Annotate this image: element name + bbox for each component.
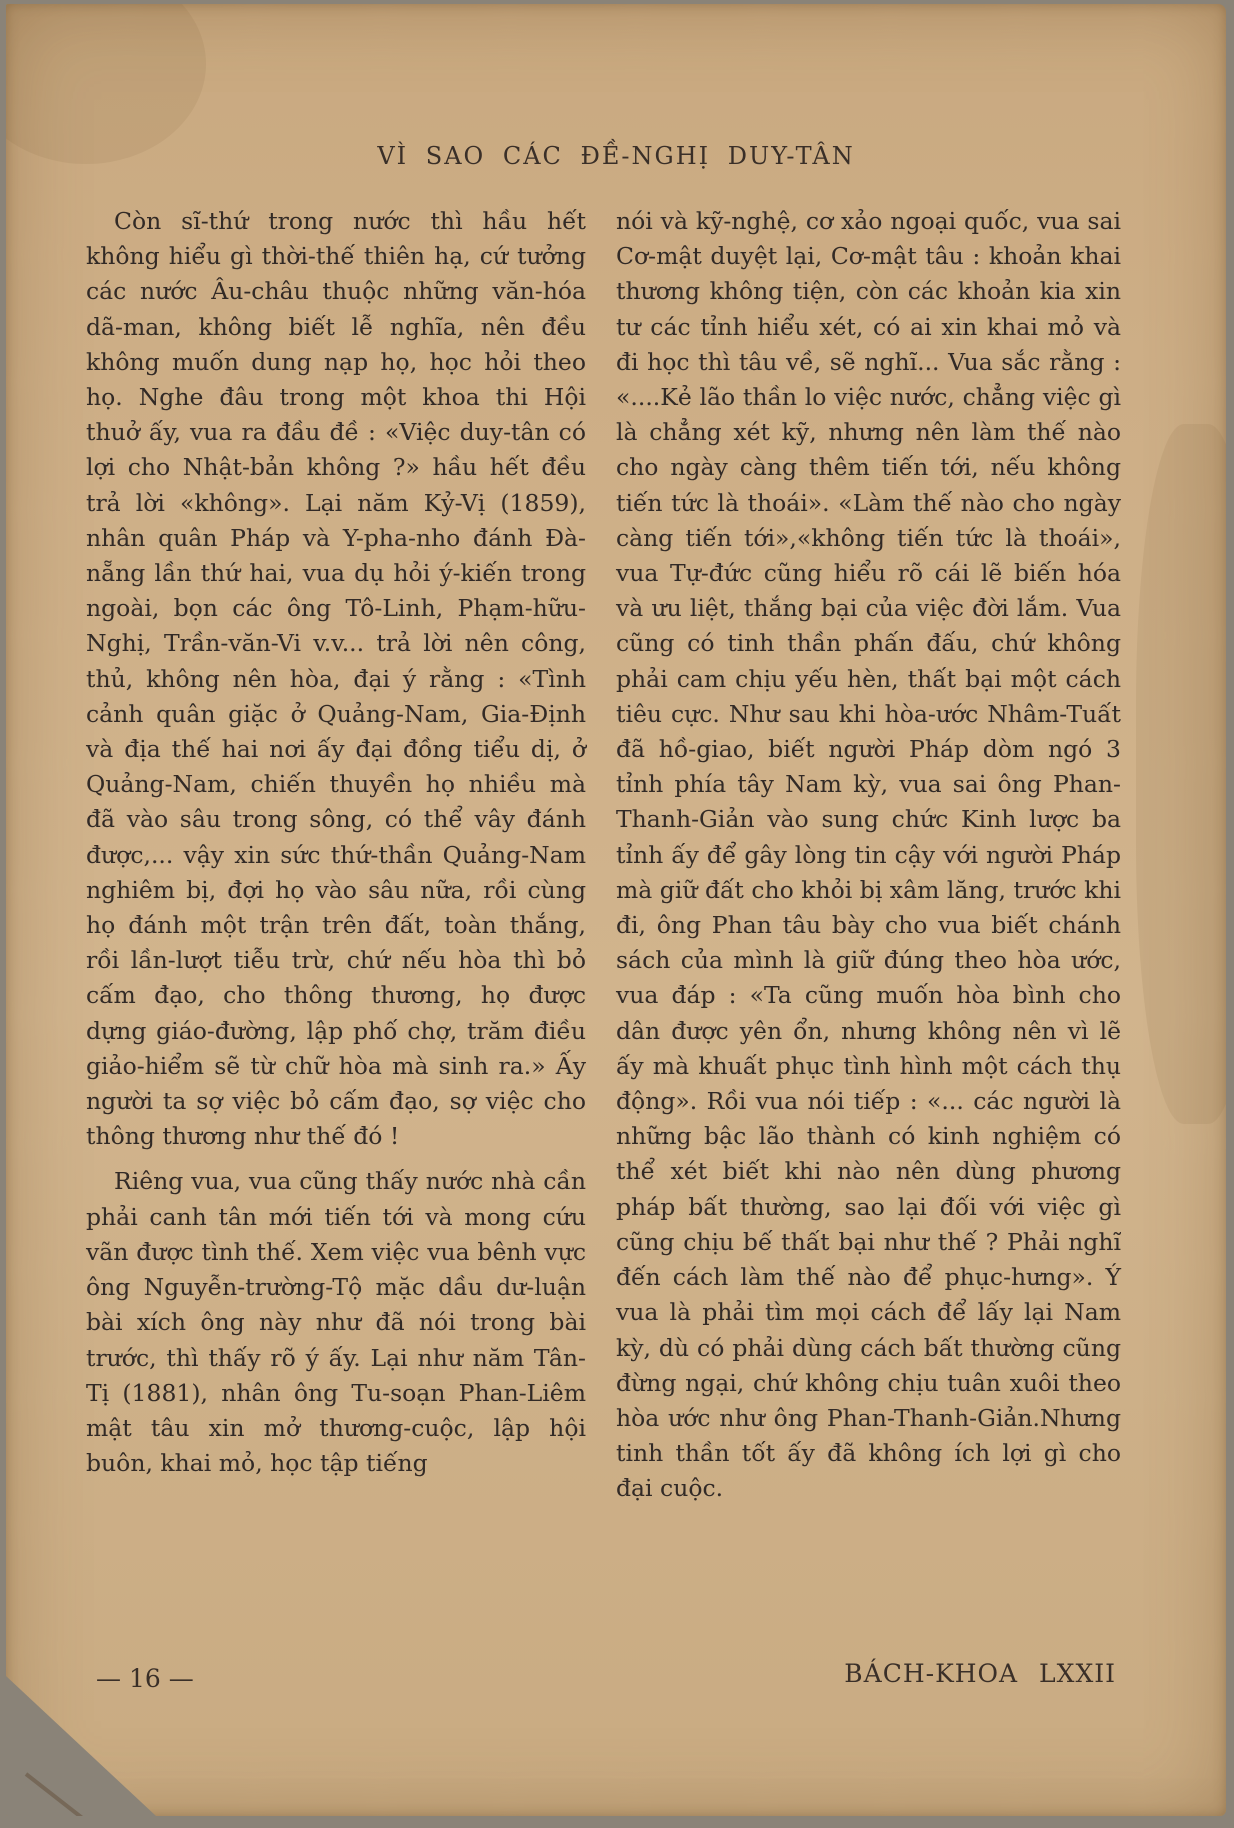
right-column (616, 204, 1121, 1507)
document-page (6, 4, 1226, 1816)
left-column (86, 204, 586, 1481)
publication-name: BÁCH-KHOA LXXII (844, 1659, 1116, 1688)
paragraph: Còn sĩ-thứ trong nước thì hầu hết không hiểu gì thời-thế thiên hạ, cứ tưởng các nước Âu-châu thuộc những văn-hóa dã-man, không biết lễ nghĩa, nên đều không muốn dung nạp họ, học hỏi theo họ. Nghe đâu trong một khoa thi Hội thuở ấy, vua ra đầu đề : «Việc duy-tân có lợi cho Nhật-bản không ?» hầu hết đều trả lời «không». Lại năm Kỷ-Vị (1859), nhân quân Pháp và Y-pha-nho đánh Đà-nẵng lần thứ hai, vua dụ hỏi ý-kiến trong ngoài, bọn các ông Tô-Linh, Phạm-hữu-Nghị, Trần-văn-Vi v.v... trả lời nên công, thủ, không nên hòa, đại ý rằng : «Tình cảnh quân giặc ở Quảng-Nam, Gia-Định và địa thế hai nơi ấy đại đồng tiểu dị, ở Quảng-Nam, chiến thuyền họ nhiều mà đã vào sâu trong sông, có thể vây đánh được,... vậy xin sức thứ-thần Quảng-Nam nghiêm bị, đợi họ vào sâu nữa, rồi cùng họ đánh một trận trên đất, toàn thắng, rồi lần-lượt tiễu trừ, chứ nếu hòa thì bỏ cấm đạo, cho thông thương, họ được dựng giáo-đường, lập phố chợ, trăm điều giảo-hiểm sẽ từ chữ hòa mà sinh ra.» Ấy người ta sợ việc bỏ cấm đạo, sợ việc cho thông thương như thế đó ! (86, 207, 586, 1151)
running-title: VÌ SAO CÁC ĐỀ-NGHỊ DUY-TÂN (377, 142, 855, 170)
paper-stain (6, 4, 206, 164)
paragraph: nói và kỹ-nghệ, cơ xảo ngoại quốc, vua sai Cơ-mật duyệt lại, Cơ-mật tâu : khoản khai thương không tiện, còn các khoản kia xin tư các tỉnh hiểu xét, có ai xin khai mỏ và đi học thì tâu về, sẽ nghĩ... Vua sắc rằng : «....Kẻ lão thần lo việc nước, chẳng việc gì là chẳng xét kỹ, nhưng nên làm thế nào cho ngày càng thêm tiến tới, nếu không tiến tức là thoái». «Làm thế nào cho ngày càng tiến tới»,«không tiến tức là thoái», vua Tự-đức cũng hiểu rõ cái lẽ biến hóa và ưu liệt, thắng bại của việc đời lắm. Vua cũng có tinh thần phấn đấu, chứ không phải cam chịu yếu hèn, thất bại một cách tiêu cực. Như sau khi hòa-ước Nhâm-Tuất đã hồ-giao, biết người Pháp dòm ngó 3 tỉnh phía tây Nam kỳ, vua sai ông Phan-Thanh-Giản vào sung chức Kinh lược ba tỉnh ấy để gây lòng tin cậy với người Pháp mà giữ đất cho khỏi bị xâm lăng, trước khi đi, ông Phan tâu bày cho vua biết chánh sách của mình là giữ đúng theo hòa ước, vua đáp : «Ta cũng muốn hòa bình cho dân được yên ổn, nhưng không nên vì lẽ ấy mà khuất phục tình hình một cách thụ động». Rồi vua nói tiếp : «... các người là những bậc lão thành có kinh nghiệm có thể xét biết khi nào nên dùng phương pháp bất thường, sao lại đối với việc gì cũng chịu bế thất bại như thế ? Phải nghĩ đến cách làm thế nào để phục-hưng». Ý vua là phải tìm mọi cách để lấy lại Nam kỳ, dù có phải dùng cách bất thường cũng đừng ngại, chứ không chịu tuân xuôi theo hòa ước như ông Phan-Thanh-Giản.Nhưng tinh thần tốt ấy đã không ích lợi gì cho đại cuộc. (616, 207, 1121, 1503)
paper-stain (1136, 424, 1226, 1124)
paragraph: Riêng vua, vua cũng thấy nước nhà cần phải canh tân mới tiến tới và mong cứu vãn được tình thế. Xem việc vua bênh vực ông Nguyễn-trường-Tộ mặc dầu dư-luận bài xích ông này như đã nói trong bài trước, thì thấy rõ ý ấy. Lại như năm Tân-Tị (1881), nhân ông Tu-soạn Phan-Liêm mật tâu xin mở thương-cuộc, lập hội buôn, khai mỏ, học tập tiếng (86, 1167, 586, 1478)
torn-corner (6, 1676, 156, 1816)
page-number: — 16 — (96, 1664, 194, 1693)
